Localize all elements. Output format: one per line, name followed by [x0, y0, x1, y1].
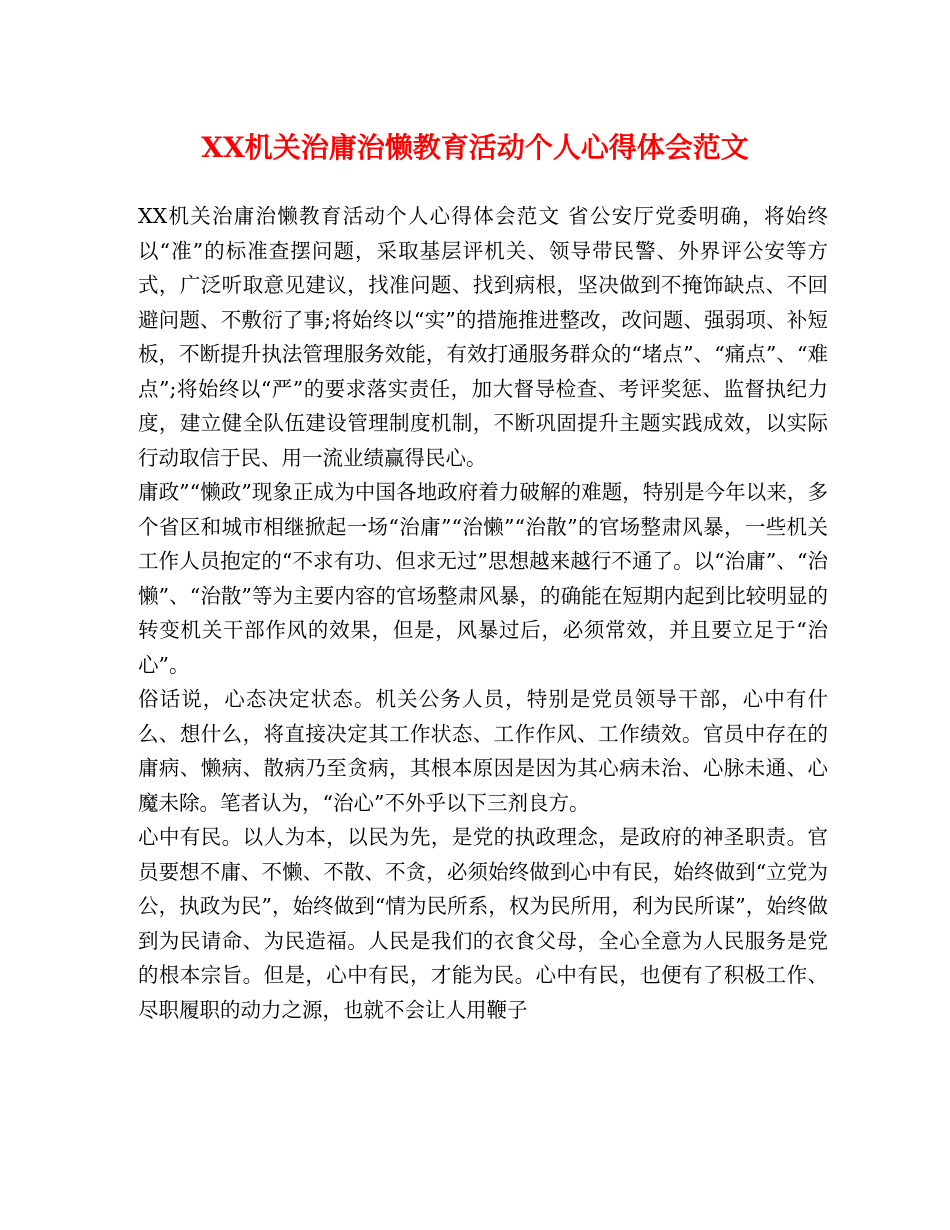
document-title: XX机关治庸治懒教育活动个人心得体会范文 — [201, 131, 749, 164]
paragraph-1: XX机关治庸治懒教育活动个人心得体会范文 省公安厅党委明确，将始终以“准”的标准查摆问题，采取基层评机关、领导带民警、外界评公安等方式，广泛听取意见建议，找准问题、找到病根，坚决做到不掩饰缺点、不回避问题、不敷衍了事;将始终以“实”的措施推进整改，改问题、强弱项、补短板，不断提升执法管理服务效能，有效打通服务群众的“堵点”、“痛点”、“难点”;将始终以“严”的要求落实责任，加大督导检查、考评奖惩、监督执纪力度，建立健全队伍建设管理制度机制，不断巩固提升主题实践成效，以实际行动取信于民、用一流业绩赢得民心。 — [138, 204, 828, 470]
document-body — [138, 199, 828, 1027]
paragraph-3: 俗话说，心态决定状态。机关公务人员，特别是党员领导干部，心中有什么、想什么，将直接决定其工作状态、工作作风、工作绩效。官员中存在的庸病、懒病、散病乃至贪病，其根本原因是因为其心病未治、心脉未通、心魔未除。笔者认为，“治心”不外乎以下三剂良方。 — [138, 687, 828, 815]
paragraph-4: 心中有民。以人为本，以民为先，是党的执政理念，是政府的神圣职责。官员要想不庸、不懒、不散、不贪，必须始终做到心中有民，始终做到“立党为公，执政为民”，始终做到“情为民所系，权为民所用，利为民所谋”，始终做到为民请命、为民造福。人民是我们的衣食父母，全心全意为人民服务是党的根本宗旨。但是，心中有民，才能为民。心中有民，也便有了积极工作、尽职履职的动力之源，也就不会让人用鞭子 — [138, 825, 828, 1022]
paragraph-2: 庸政”“懒政”现象正成为中国各地政府着力破解的难题，特别是今年以来，多个省区和城市相继掀起一场“治庸”“治懒”“治散”的官场整肃风暴，一些机关工作人员抱定的“不求有功、但求无过”思想越来越行不通了。以“治庸”、“治懒”、“治散”等为主要内容的官场整肃风暴，的确能在短期内起到比较明显的转变机关干部作风的效果，但是，风暴过后，必须常效，并且要立足于“治心”。 — [138, 480, 828, 677]
